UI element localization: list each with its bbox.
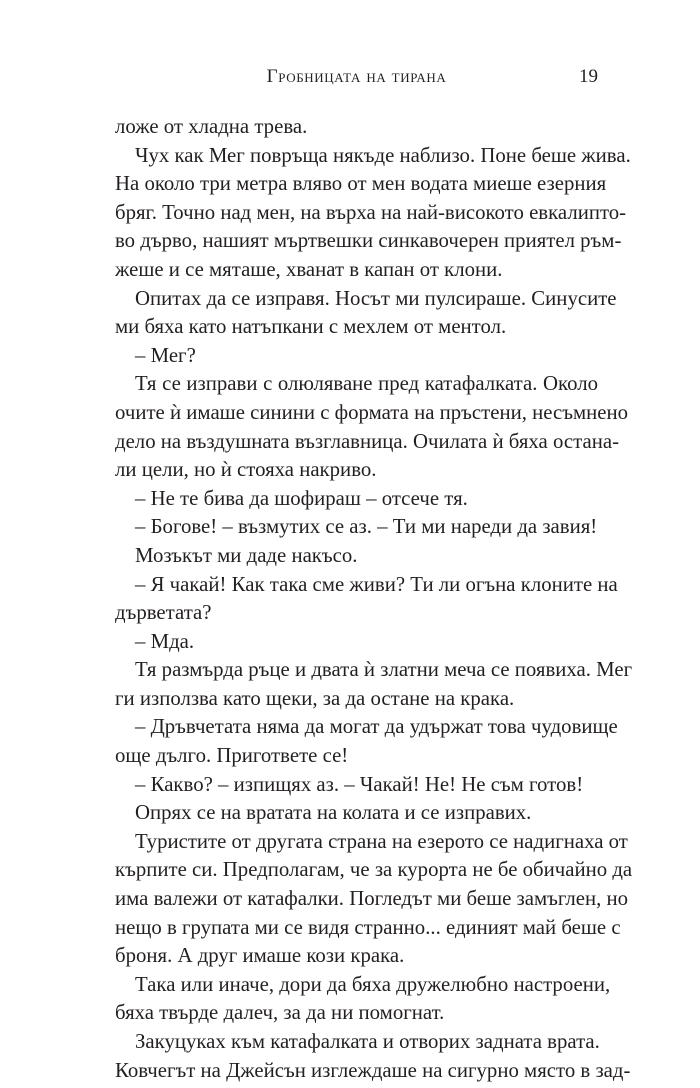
running-title: Гробницата на тирана	[266, 66, 447, 87]
text-line: – Дръвчетата няма да могат да удържат това чудовище	[135, 715, 618, 739]
text-line: има валежи от катафалки. Погледът ми беше замъглен, но	[115, 887, 629, 911]
text-line: Туристите от другата страна на езерото се надигнаха от	[135, 829, 628, 853]
text-line: – Я чакай! Как така сме живи? Ти ли огъна клоните на	[135, 572, 618, 596]
text-line: бяха твърде далеч, за да ни помогнат.	[115, 1001, 445, 1025]
text-line: ги използва като щеки, за да остане на крака.	[115, 686, 515, 710]
text-line: Чух как Мег повръща някъде наблизо. Поне беше жива.	[135, 143, 631, 167]
text-line: – Мег?	[135, 343, 196, 367]
text-line: нещо в групата ми се видя странно... единият май беше с	[115, 915, 621, 939]
text-line: Опрях се на вратата на колата и се изправих.	[135, 801, 532, 825]
body-text	[115, 113, 633, 1085]
text-line: жеше и се мяташе, хванат в капан от клони.	[115, 257, 503, 281]
text-line: На около три метра вляво от мен водата миеше езерния	[115, 172, 607, 196]
text-line: ли цели, но ѝ стояха накриво.	[115, 458, 377, 482]
running-header	[115, 66, 598, 96]
text-line: броня. А друг имаше кози крака.	[115, 944, 405, 968]
text-line: дърветата?	[115, 601, 212, 625]
text-line: Ковчегът на Джейсън изглеждаше на сигурно място в зад-	[115, 1058, 631, 1082]
text-line: во дърво, нашият мъртвешки синкавочерен приятел ръм-	[115, 229, 622, 253]
page-number: 19	[579, 66, 598, 87]
text-line: Закуцуках към катафалката и отворих задната врата.	[135, 1030, 600, 1053]
text-line: – Не те бива да шофираш – отсече тя.	[135, 486, 468, 510]
text-line: Тя размърда ръце и двата ѝ златни меча се появиха. Мег	[135, 658, 633, 682]
text-line: кърпите си. Предполагам, че за курорта не бе обичайно да	[115, 858, 633, 882]
text-line: още дълго. Пригответе се!	[115, 744, 349, 768]
text-line: – Богове! – възмутих се аз. – Ти ми нареди да завия!	[135, 515, 598, 539]
text-line: дело на въздушната възглавница. Очилата ѝ бяха остана-	[115, 429, 619, 453]
text-line: Мозъкът ми даде накъсо.	[135, 543, 358, 567]
text-line: – Мда.	[135, 629, 195, 653]
text-line: очите ѝ имаше синини с формата на пръстени, несъмнено	[115, 400, 629, 424]
text-line: Тя се изправи с олюляване пред катафалката. Около	[135, 372, 598, 396]
text-line: Така или иначе, дори да бяха дружелюбно настроени,	[135, 972, 611, 996]
text-line: ложе от хладна трева.	[115, 115, 308, 138]
text-line: – Какво? – изпищях аз. – Чакай! Не! Не съм готов!	[135, 772, 584, 796]
text-line: Опитах да се изправя. Носът ми пулсираше. Синусите	[135, 286, 617, 310]
text-line: ми бяха като натъпкани с мехлем от ментол.	[115, 315, 507, 339]
text-line: бряг. Точно над мен, на върха на най-високото евкалипто-	[115, 200, 627, 224]
